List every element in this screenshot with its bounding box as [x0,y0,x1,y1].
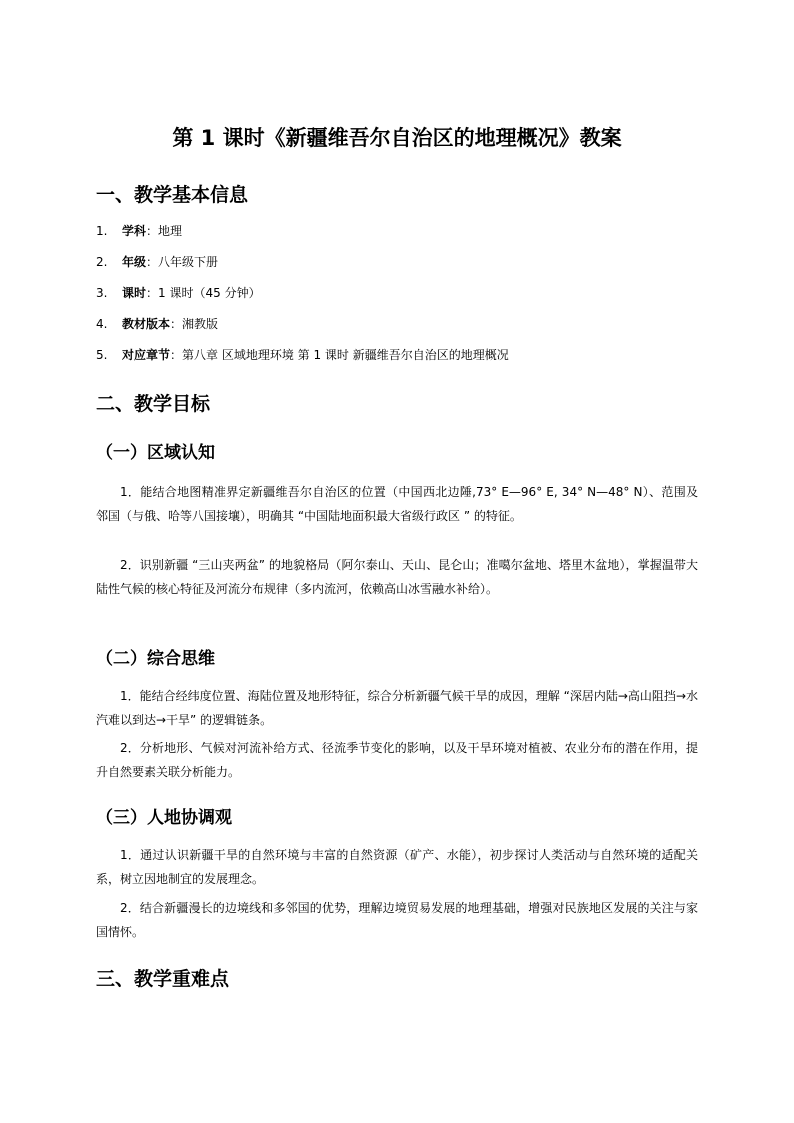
info-item-number: 2. [96,255,108,269]
info-item-value: 1 课时（45 分钟） [158,286,261,300]
subsection-heading-human-land-coordination: （三）人地协调观 [96,808,232,828]
section-heading-objectives: 二、教学目标 [96,393,211,415]
info-item-value: 八年级下册 [158,255,219,269]
info-item-number: 4. [96,317,108,331]
info-item-value: 地理 [158,224,183,238]
subsection-heading-integrated-thinking: （二）综合思维 [96,649,215,669]
info-item-textbook-edition [96,315,218,333]
info-item-class-hours [96,284,261,302]
objective-paragraph: 1．能结合经纬度位置、海陆位置及地形特征，综合分析新疆气候干旱的成因，理解 “深居内陆→高山阻挡→水汽难以到达→干旱” 的逻辑链条。 [96,689,698,727]
info-item-separator: ： [146,224,159,238]
info-item-subject [96,222,182,240]
subsection-heading-regional-cognition: （一）区域认知 [96,443,215,463]
info-item-separator: ： [146,286,159,300]
objective-paragraph: 1．能结合地图精准界定新疆维吾尔自治区的位置（中国西北边陲,73° E—96° E, 34° N—48° N）、范围及邻国（与俄、哈等八国接壤），明确其 “中国陆地面积最大省级行政区 ” 的特征。 [96,485,698,523]
info-item-grade [96,253,218,271]
info-item-separator: ： [170,348,183,362]
info-item-separator: ： [146,255,159,269]
objective-paragraph: 1．通过认识新疆干旱的自然环境与丰富的自然资源（矿产、水能），初步探讨人类活动与自然环境的适配关系，树立因地制宜的发展理念。 [96,848,698,886]
info-item-separator: ： [170,317,183,331]
objective-paragraph: 2．识别新疆 “三山夹两盆” 的地貌格局（阿尔泰山、天山、昆仑山；准噶尔盆地、塔里木盆地），掌握温带大陆性气候的核心特征及河流分布规律（多内流河，依赖高山冰雪融水补给）。 [96,558,698,596]
info-item-number: 3. [96,286,108,300]
info-item-label: 年级 [122,255,147,269]
info-item-value: 湘教版 [182,317,219,331]
info-item-number: 5. [96,348,108,362]
info-item-label: 教材版本 [122,317,171,331]
section-heading-key-difficulties: 三、教学重难点 [96,968,230,990]
info-item-number: 1. [96,224,108,238]
document-title: 第 1 课时《新疆维吾尔自治区的地理概况》教案 [172,126,622,150]
info-item-label: 对应章节 [122,348,171,362]
info-item-value: 第八章 区域地理环境 第 1 课时 新疆维吾尔自治区的地理概况 [182,348,509,362]
objective-paragraph: 2．分析地形、气候对河流补给方式、径流季节变化的影响，以及干旱环境对植被、农业分布的潜在作用，提升自然要素关联分析能力。 [96,741,698,779]
objective-paragraph: 2．结合新疆漫长的边境线和多邻国的优势，理解边境贸易发展的地理基础，增强对民族地区发展的关注与家国情怀。 [96,901,698,939]
info-item-label: 课时 [122,286,147,300]
section-heading-basic-info: 一、教学基本信息 [96,184,249,206]
info-item-label: 学科 [122,224,147,238]
info-item-chapter [96,346,509,364]
